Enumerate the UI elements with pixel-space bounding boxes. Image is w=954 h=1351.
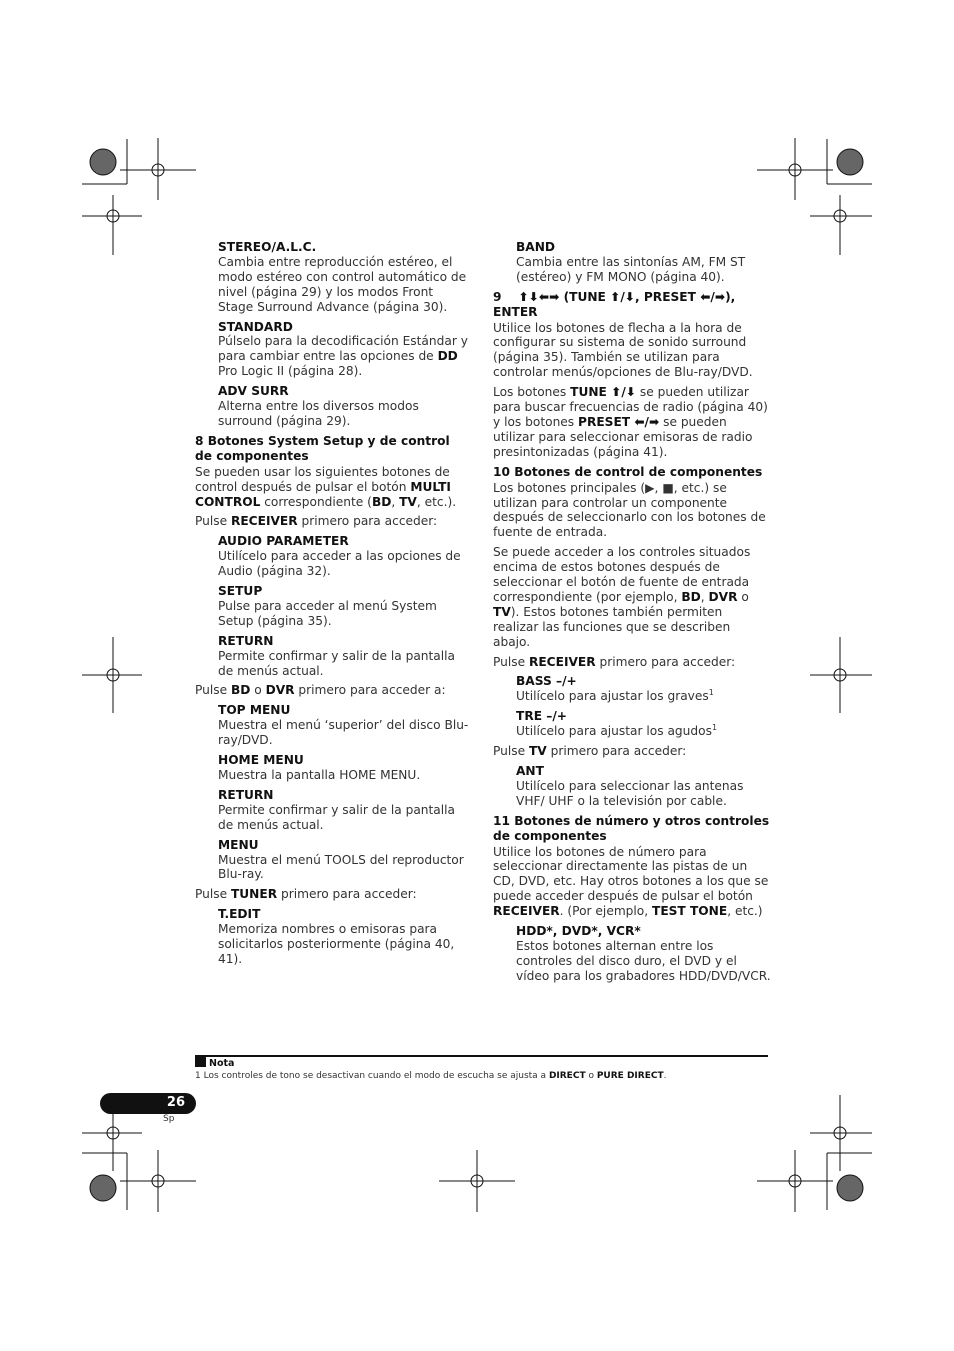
stereo-text: Cambia entre reproducción estéreo, el modo estéreo con control automático de nivel (página 29) y los modos Front Stage Surround Advance (página 30). (218, 254, 467, 314)
setup-title: SETUP (218, 584, 263, 599)
ant-title: ANT (516, 764, 544, 778)
adv-surr-title: ADV SURR (218, 384, 289, 399)
press-bd-text: Pulse BD o DVR primero para acceder a: (195, 683, 446, 698)
section-8-text: Se pueden usar los siguientes botones de control después de pulsar el botón MULTI CONTROL correspondiente (BD, TV, etc.). (195, 464, 457, 509)
arrow-keys-icon: ⬆⬇⬅➡ (518, 289, 560, 304)
band-title: BAND (516, 240, 556, 254)
audio-parameter-text: Utilícelo para acceder a las opciones de Audio (página 32). (218, 549, 461, 579)
press-tv-text: Pulse TV primero para acceder: (493, 744, 687, 759)
treble-title: TRE –/+ (516, 709, 568, 724)
t-edit-title: T.EDIT (218, 907, 261, 922)
section-11-heading: 11 Botones de número y otros controles de componentes (493, 813, 770, 843)
section-8-heading: 8 Botones System Setup y de control de componentes (195, 433, 450, 463)
hdd-title: HDD*, DVD*, VCR* (516, 924, 641, 939)
dolby-symbol: DD (437, 349, 458, 364)
note-label: Nota (195, 1057, 234, 1069)
top-menu-text: Muestra el menú ‘superior’ del disco Blu-ray/DVD. (218, 718, 469, 748)
page-number: 26 (166, 1095, 185, 1110)
treble-text: Utilícelo para ajustar los agudos$^1$ (516, 723, 718, 739)
press-tuner-text: Pulse TUNER primero para acceder: (195, 887, 417, 902)
section-9-heading: 9 ⬆⬇⬅➡ (TUNE ⬆/⬇, PRESET ⬅/➡), ENTER (493, 289, 736, 319)
note-icon (195, 1057, 206, 1067)
t-edit-text: Memoriza nombres o emisoras para solicitarlos posteriormente (página 40, 41). (218, 922, 455, 966)
left-column (195, 240, 470, 972)
right-column (493, 240, 771, 989)
standard-title: STANDARD (218, 319, 293, 334)
return-2-title: RETURN (218, 787, 274, 802)
home-menu-title: HOME MENU (218, 753, 304, 768)
section-10-text-1: Los botones principales (▶, ■, etc.) se utilizan para controlar un componente después de seleccionarlo con los botones de fuente de entrada. (493, 480, 766, 540)
home-menu-text: Muestra la pantalla HOME MENU. (218, 768, 421, 782)
menu-text: Muestra el menú TOOLS del reproductor Blu-ray. (218, 852, 464, 882)
section-10-heading: 10 Botones de control de componentes (493, 464, 763, 479)
band-text: Cambia entre las sintonías AM, FM ST (estéreo) y FM MONO (página 40). (516, 254, 746, 284)
audio-parameter-title: AUDIO PARAMETER (218, 534, 349, 549)
language-code: Sp (163, 1114, 175, 1124)
ant-text: Utilícelo para seleccionar las antenas VHF/ UHF o la televisión por cable. (516, 778, 744, 808)
top-menu-title: TOP MENU (218, 703, 291, 718)
section-10-text-2: Se puede acceder a los controles situados encima de estos botones después de seleccionar el botón de fuente de entrada correspondiente (por ejemplo, BD, DVR o TV). Estos botones también permiten realizar las funciones que se describen abajo. (493, 545, 751, 649)
section-11-text: Utilice los botones de número para seleccionar directamente las pistas de un CD, DVD, etc. Hay otros botones a los que se puede acceder después de pulsar el botón RECEIVER. (Por ejemplo, TEST TONE, etc.) (493, 844, 769, 919)
setup-text: Pulse para acceder al menú System Setup (página 35). (218, 598, 437, 628)
footer-rule (195, 1055, 768, 1057)
section-9-text-1: Utilice los botones de flecha a la hora de configurar su sistema de sonido surround (página 35). También se utilizan para controlar menús/opciones de Blu-ray/DVD. (493, 320, 753, 380)
press-receiver-text: Pulse RECEIVER primero para acceder: (195, 514, 438, 529)
press-receiver-right: Pulse RECEIVER primero para acceder: (493, 654, 736, 669)
section-9-text-2: Los botones TUNE ⬆/⬇ se pueden utilizar para buscar frecuencias de radio (página 40) y los botones PRESET ⬅/➡ se pueden utilizar para seleccionar emisoras de radio presintonizadas (página 41). (493, 385, 768, 459)
return-title: RETURN (218, 633, 274, 648)
footnote: 1 Los controles de tono se desactivan cuando el modo de escucha se ajusta a DIRECT o PURE DIRECT. (195, 1071, 667, 1081)
adv-surr-text: Alterna entre los diversos modos surround (página 29). (218, 399, 419, 428)
hdd-text: Estos botones alternan entre los controles del disco duro, el DVD y el vídeo para los grabadores HDD/DVD/VCR. (516, 938, 771, 983)
standard-text: Púlselo para la decodificación Estándar y para cambiar entre las opciones de DD Pro Logic II (página 28). (218, 334, 468, 379)
return-text: Permite confirmar y salir de la pantalla de menús actual. (218, 648, 456, 678)
stereo-title: STEREO/A.L.C. (218, 240, 317, 254)
bass-title: BASS –/+ (516, 674, 577, 689)
return-2-text: Permite confirmar y salir de la pantalla de menús actual. (218, 802, 456, 832)
menu-title: MENU (218, 837, 259, 852)
bass-text: Utilícelo para ajustar los graves$^1$ (516, 688, 714, 704)
